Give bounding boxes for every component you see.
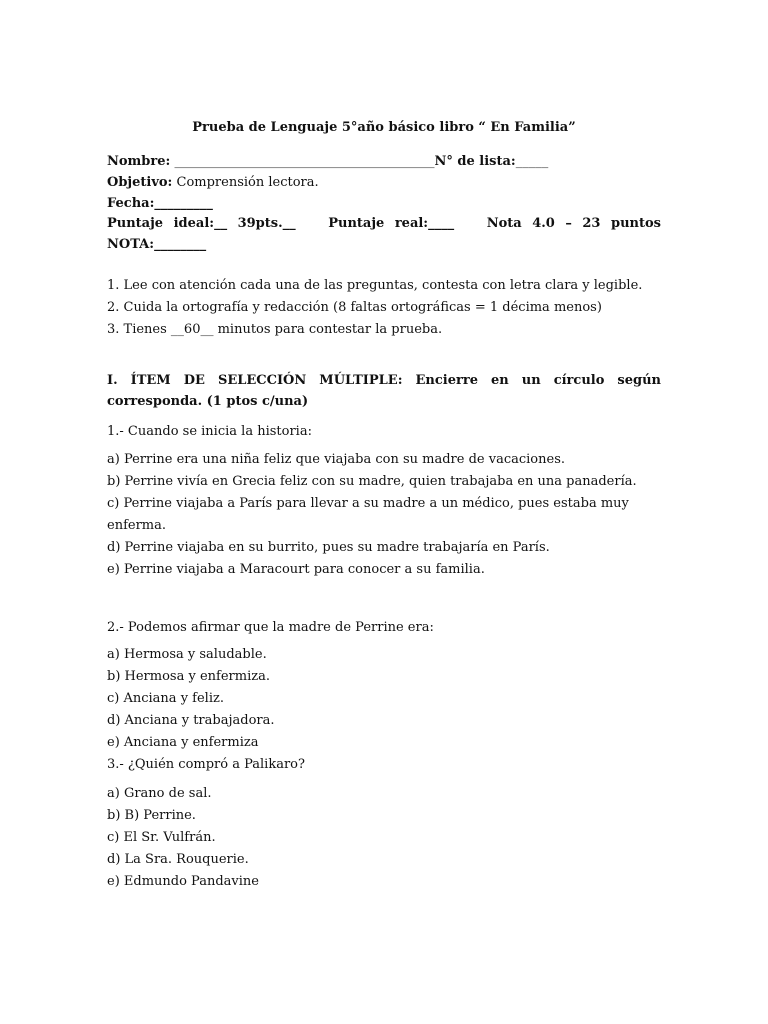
nombre-row bbox=[107, 154, 548, 169]
nombre-blank: ________________________________________ bbox=[174, 154, 435, 169]
instruction-2: 2. Cuida la ortografía y redacción (8 faltas ortográficas = 1 décima menos) bbox=[107, 300, 602, 315]
fecha-blank: _________ bbox=[154, 196, 213, 211]
fecha-row bbox=[107, 196, 213, 211]
fecha-label: Fecha: bbox=[107, 196, 155, 211]
question-3-option-c: c) El Sr. Vulfrán. bbox=[107, 830, 216, 845]
question-3: 3.- ¿Quién compró a Palikaro? bbox=[107, 757, 305, 772]
puntaje-ideal: Puntaje ideal:__ 39pts.__ bbox=[107, 216, 296, 231]
nota-blank: ________ bbox=[154, 237, 207, 252]
puntaje-real: Puntaje real:____ bbox=[328, 216, 455, 231]
lista-label: N° de lista: bbox=[434, 154, 516, 169]
question-3-option-e: e) Edmundo Pandavine bbox=[107, 874, 259, 889]
lista-blank: _____ bbox=[515, 154, 549, 169]
section-heading-line1: I. ÍTEM DE SELECCIÓN MÚLTIPLE: Encierre en un círculo según bbox=[107, 373, 661, 388]
question-2-option-c: c) Anciana y feliz. bbox=[107, 691, 224, 706]
section-heading-line2: corresponda. (1 ptos c/una) bbox=[107, 394, 309, 409]
question-2: 2.- Podemos afirmar que la madre de Perrine era: bbox=[107, 620, 434, 635]
question-3-option-a: a) Grano de sal. bbox=[107, 786, 212, 801]
question-1-option-e: e) Perrine viajaba a Maracourt para conocer a su familia. bbox=[107, 562, 485, 577]
instruction-1: 1. Lee con atención cada una de las preguntas, contesta con letra clara y legible. bbox=[107, 278, 643, 293]
question-2-option-a: a) Hermosa y saludable. bbox=[107, 647, 267, 662]
nota-label: NOTA: bbox=[107, 237, 155, 252]
question-1-option-c: c) Perrine viajaba a París para llevar a su madre a un médico, pues estaba muy bbox=[107, 496, 629, 511]
question-1-option-c-cont: enferma. bbox=[107, 518, 166, 533]
question-2-option-d: d) Anciana y trabajadora. bbox=[107, 713, 275, 728]
nota-info: Nota 4.0 – 23 puntos bbox=[486, 216, 661, 231]
question-3-option-d: d) La Sra. Rouquerie. bbox=[107, 852, 249, 867]
objetivo-value: Comprensión lectora. bbox=[172, 175, 319, 190]
nota-row bbox=[107, 237, 206, 252]
objetivo-label: Objetivo: bbox=[107, 175, 173, 190]
objetivo-row bbox=[107, 175, 319, 190]
question-2-option-e: e) Anciana y enfermiza bbox=[107, 735, 259, 750]
nombre-label: Nombre: bbox=[107, 154, 171, 169]
question-3-option-b: b) B) Perrine. bbox=[107, 808, 196, 823]
question-1-option-a: a) Perrine era una niña feliz que viajaba con su madre de vacaciones. bbox=[107, 452, 565, 467]
puntaje-row bbox=[107, 216, 661, 231]
question-1-option-d: d) Perrine viajaba en su burrito, pues su madre trabajaría en París. bbox=[107, 540, 550, 555]
question-2-option-b: b) Hermosa y enfermiza. bbox=[107, 669, 270, 684]
exam-title: Prueba de Lenguaje 5°año básico libro “ En Familia” bbox=[192, 120, 576, 135]
instruction-3: 3. Tienes __60__ minutos para contestar la prueba. bbox=[107, 322, 443, 337]
question-1: 1.- Cuando se inicia la historia: bbox=[107, 424, 312, 439]
question-1-option-b: b) Perrine vivía en Grecia feliz con su madre, quien trabajaba en una panadería. bbox=[107, 474, 637, 489]
